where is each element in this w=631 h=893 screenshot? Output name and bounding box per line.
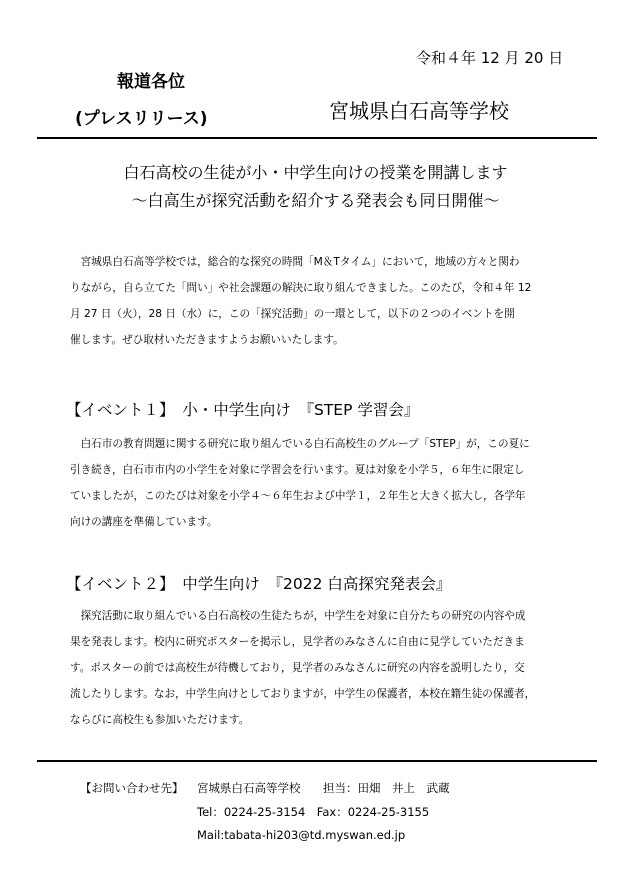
event1-heading: 【イベント１】 小・中学生向け 『STEP 学習会』: [66, 401, 420, 419]
page-subtitle: ～白高生が探究活動を紹介する発表会も同日開催～: [131, 191, 500, 210]
intro-line: 宮城県白石高等学校では，総合的な探究の時間「M＆Tタイム」において，地域の方々と関わ: [70, 256, 520, 268]
intro-line: 月 27 日（火），28 日（水）に，この「探究活動」の一環として，以下の２つのイベントを開: [70, 308, 515, 320]
contact-email[interactable]: Mail:tabata-hi203@td.myswan.ed.jp: [197, 828, 406, 842]
footer-divider: [37, 760, 597, 762]
event2-paragraph: [70, 603, 570, 733]
intro-line: 催します。ぜひ取材いただきますようお願いいたします。: [70, 334, 344, 346]
audience-label: 報道各位: [117, 72, 185, 92]
intro-line: りながら，自ら立てた「問い」や社会課題の解決に取り組んできました。このたび，令和４年 12: [70, 282, 532, 294]
contact-tel-fax: Tel：0224-25-3154 Fax：0224-25-3155: [197, 805, 430, 819]
event2-line: 果を発表します。校内に研究ポスターを掲示し，見学者のみなさんに自由に見学していただきま: [70, 636, 525, 648]
event2-line: 探究活動に取り組んでいる白石高校の生徒たちが，中学生を対象に自分たちの研究の内容や成: [70, 610, 526, 622]
event2-line: ならびに高校生も参加いただけます。: [70, 714, 250, 726]
contact-label: 【お問い合わせ先】: [80, 781, 184, 795]
intro-paragraph: [70, 249, 570, 353]
event1-line: ていましたが，このたびは対象を小学４～６年生および中学１，２年生と大きく拡大し，各学年: [70, 490, 526, 502]
event1-paragraph: [70, 431, 570, 535]
event1-line: 白石市の教育問題に関する研究に取り組んでいる白石高校生のグループ「STEP」が，この夏に: [70, 438, 530, 450]
event2-line: す。ポスターの前では高校生が待機しており，見学者のみなさんに研究の内容を説明したり，交: [70, 662, 525, 674]
contact-person: 担当：田畑 井上 武蔵: [323, 781, 450, 795]
event1-line: 向けの講座を準備しています。: [70, 516, 218, 528]
event2-line: 流したりします。なお，中学生向けとしておりますが，中学生の保護者，本校在籍生徒の保護者，: [70, 688, 536, 700]
contact-school: 宮城県白石高等学校: [197, 781, 301, 795]
page-title: 白石高校の生徒が小・中学生向けの授業を開講します: [123, 163, 508, 182]
school-name: 宮城県白石高等学校: [329, 99, 509, 123]
release-type-label: (プレスリリース): [75, 109, 208, 129]
event1-line: 引き続き，白石市市内の小学生を対象に学習会を行います。夏は対象を小学５，６年生に限定し: [70, 464, 525, 476]
header-divider: [37, 137, 597, 139]
event2-heading: 【イベント２】 中学生向け 『2022 白高探究発表会』: [66, 575, 452, 593]
release-date: 令和４年 12 月 20 日: [416, 49, 564, 67]
